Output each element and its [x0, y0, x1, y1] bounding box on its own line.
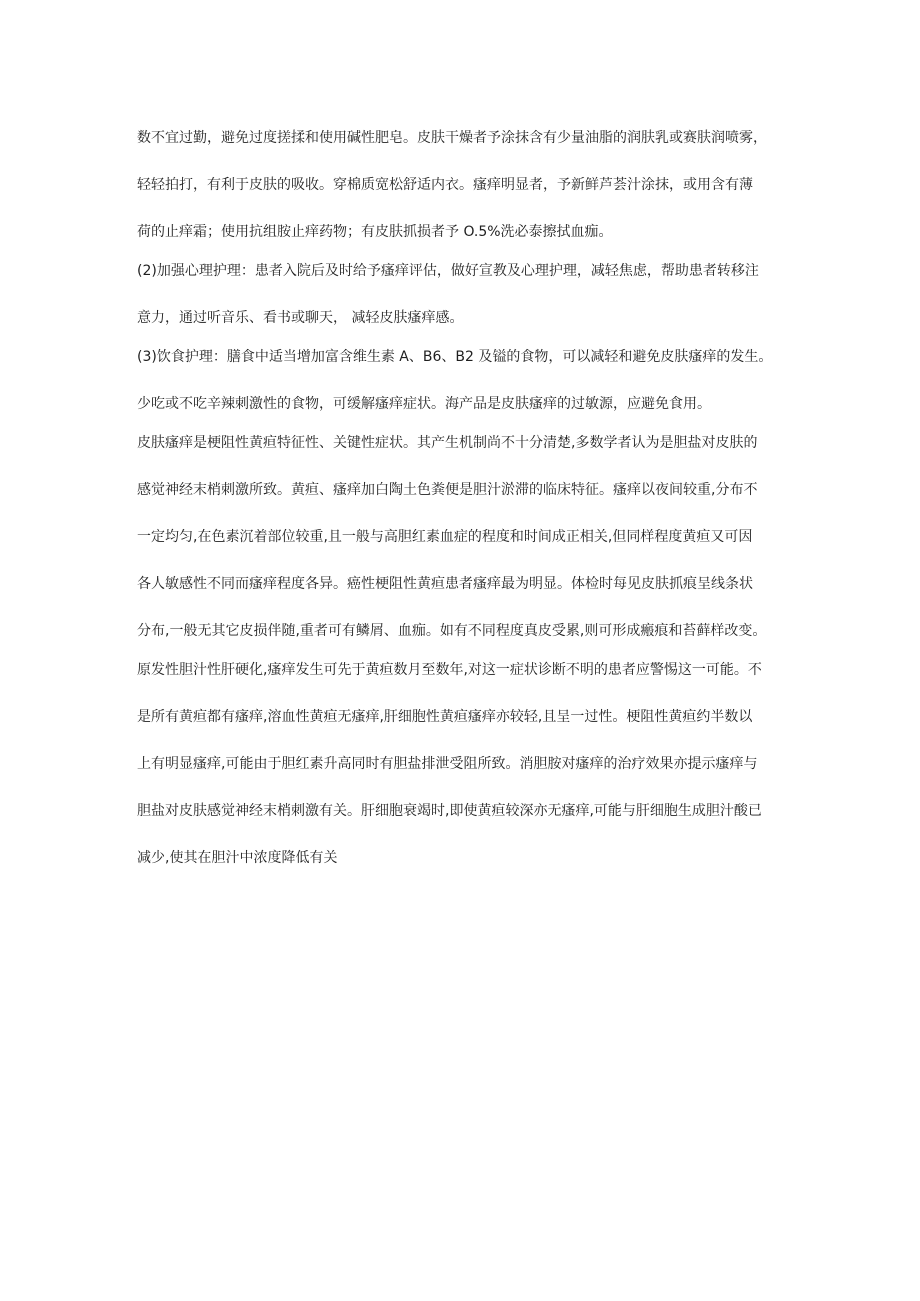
text-line: 减少,使其在胆汁中浓度降低有关 — [137, 850, 338, 866]
text-line: 轻轻拍打，有利于皮肤的吸收。穿棉质宽松舒适内衣。瘙痒明显者，予新鲜芦荟汁涂抹，或用含有薄 — [137, 177, 753, 193]
text-line: 原发性胆汁性肝硬化,瘙痒发生可先于黄疸数月至数年,对这一症状诊断不明的患者应警惕这一可能。不 — [137, 662, 762, 678]
text-line: 胆盐对皮肤感觉神经末梢刺激有关。肝细胞衰竭时,即使黄疸较深亦无瘙痒,可能与肝细胞生成胆汁酸已 — [137, 803, 762, 819]
text-line: 感觉神经末梢刺激所致。黄疸、瘙痒加白陶土色粪便是胆汁淤滞的临床特征。瘙痒以夜间较重,分布不 — [137, 482, 758, 498]
text-line: 意力，通过听音乐、看书或聊天， 减轻皮肤瘙痒感。 — [137, 310, 464, 326]
text-line: (3)饮食护理：膳食中适当增加富含维生素 A、B6、B2 及镒的食物，可以减轻和避免皮肤瘙痒的发生。 — [137, 349, 773, 365]
text-line: 是所有黄疸都有瘙痒,溶血性黄疸无瘙痒,肝细胞性黄疸瘙痒亦较轻,且呈一过性。梗阻性黄疸约半数以 — [137, 709, 753, 725]
text-line: 一定均匀,在色素沉着部位较重,且一般与高胆红素血症的程度和时间成正相关,但同样程度黄疸又可因 — [137, 529, 753, 545]
text-line: 皮肤瘙痒是梗阻性黄疸特征性、关键性症状。其产生机制尚不十分清楚,多数学者认为是胆盐对皮肤的 — [137, 435, 758, 451]
text-line: 上有明显瘙痒,可能由于胆红素升高同时有胆盐排泄受阻所致。消胆胺对瘙痒的治疗效果亦提示瘙痒与 — [137, 756, 758, 772]
text-line: 荷的止痒霜；使用抗组胺止痒药物；有皮肤抓损者予 O.5%洗必泰擦拭血痂。 — [137, 224, 613, 240]
text-line: 各人敏感性不同而瘙痒程度各异。癌性梗阻性黄疸患者瘙痒最为明显。体检时每见皮肤抓痕呈线条状 — [137, 576, 753, 592]
text-line: 少吃或不吃辛辣刺激性的食物，可缓解瘙痒症状。海产品是皮肤瘙痒的过敏源，应避免食用。 — [137, 396, 711, 412]
text-line: 分布,一般无其它皮损伴随,重者可有鳞屑、血痂。如有不同程度真皮受累,则可形成瘢痕和苔藓样改变。 — [137, 623, 767, 639]
text-line: (2)加强心理护理：患者入院后及时给予瘙痒评估，做好宣教及心理护理，减轻焦虑，帮助患者转移注 — [137, 263, 759, 279]
body-text — [137, 120, 802, 887]
text-line: 数不宜过勤，避免过度搓揉和使用碱性肥皂。皮肤干燥者予涂抹含有少量油脂的润肤乳或赛肤润喷雾， — [137, 130, 767, 146]
